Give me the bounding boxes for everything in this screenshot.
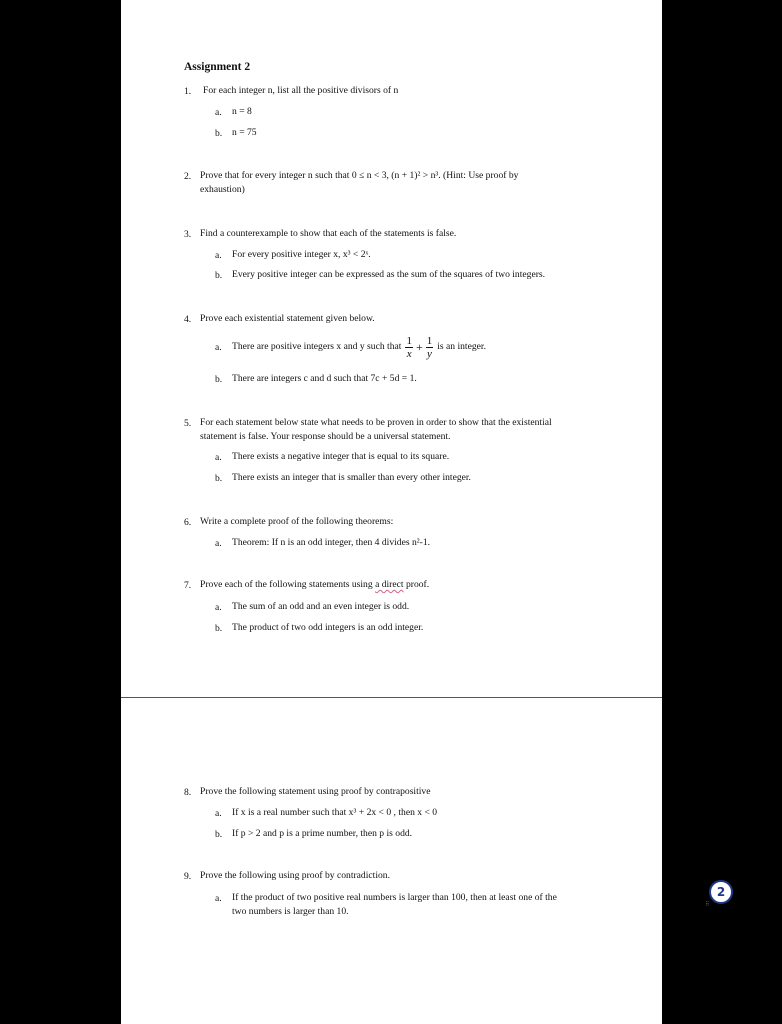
q4a-statement — [232, 332, 486, 362]
q5a-label: a. — [215, 452, 222, 463]
q4a-frac2-denominator: y — [427, 347, 432, 360]
q1b-text: n = 75 — [232, 127, 257, 138]
q2-line2: exhaustion) — [200, 184, 245, 195]
q8-text: Prove the following statement using proof by contrapositive — [200, 786, 431, 797]
page-break-divider — [121, 697, 662, 698]
q1a-label: a. — [215, 107, 222, 118]
q1-number: 1. — [184, 86, 192, 97]
q1a-text: n = 8 — [232, 106, 252, 117]
q6-number: 6. — [184, 517, 192, 528]
q8a-label: a. — [215, 808, 222, 819]
document-page — [121, 0, 662, 1024]
q6a-label: a. — [215, 538, 222, 549]
q7b-label: b. — [215, 623, 223, 634]
q5a-text: There exists a negative integer that is equal to its square. — [232, 451, 450, 462]
page-number-badge[interactable]: 2 — [709, 880, 733, 904]
q7-text-before: Prove each of the following statements using — [200, 579, 376, 590]
q7-number: 7. — [184, 580, 192, 591]
q7a-label: a. — [215, 602, 222, 613]
q1b-label: b. — [215, 128, 223, 139]
q4a-label: a. — [215, 342, 222, 353]
q8b-label: b. — [215, 829, 223, 840]
q4a-fraction-1y — [426, 335, 434, 360]
q3b-text: Every positive integer can be expressed as the sum of the squares of two integers. — [232, 269, 546, 280]
q5-line1: For each statement below state what needs to be proven in order to show that the existential — [200, 417, 552, 428]
q8b-text: If p > 2 and p is a prime number, then p is odd. — [232, 828, 413, 839]
q7-spellcheck-underlined-text[interactable]: a direct — [375, 579, 404, 590]
q4a-frac2-numerator: 1 — [426, 334, 433, 347]
assignment-title: Assignment 2 — [184, 61, 251, 73]
drag-handle-icon[interactable]: ⠿ — [705, 901, 710, 908]
q5-number: 5. — [184, 418, 192, 429]
q9-number: 9. — [184, 871, 192, 882]
q9a-line1: If the product of two positive real numbers is larger than 100, then at least one of the — [232, 892, 557, 903]
q8-number: 8. — [184, 787, 192, 798]
q7-text — [200, 579, 429, 591]
q2-line1: Prove that for every integer n such that 0 ≤ n < 3, (n + 1)² > n³. (Hint: Use proof by — [200, 170, 519, 181]
q3a-text: For every positive integer x, x³ < 2ˣ. — [232, 249, 371, 260]
q7a-text: The sum of an odd and an even integer is odd. — [232, 601, 410, 612]
page-content — [121, 0, 662, 1024]
q9a-label: a. — [215, 893, 222, 904]
q5-line2: statement is false. Your response should be a universal statement. — [200, 431, 451, 442]
q4a-text-before: There are positive integers x and y such that — [232, 341, 402, 352]
q5b-text: There exists an integer that is smaller than every other integer. — [232, 472, 471, 483]
q3-text: Find a counterexample to show that each of the statements is false. — [200, 228, 457, 239]
q3b-label: b. — [215, 270, 223, 281]
q6-text: Write a complete proof of the following theorems: — [200, 516, 394, 527]
q4-text: Prove each existential statement given below. — [200, 313, 375, 324]
q1-text: For each integer n, list all the positive divisors of n — [203, 85, 399, 96]
q4b-label: b. — [215, 374, 223, 385]
q5b-label: b. — [215, 473, 223, 484]
q2-number: 2. — [184, 171, 192, 182]
q4a-fraction-1x — [405, 335, 413, 360]
q9a-line2: two numbers is larger than 10. — [232, 906, 349, 917]
q9-text: Prove the following using proof by contradiction. — [200, 870, 390, 881]
q4b-text: There are integers c and d such that 7c + 5d = 1. — [232, 373, 417, 384]
q3a-label: a. — [215, 250, 222, 261]
q7-text-after: proof. — [403, 579, 430, 590]
q7b-text: The product of two odd integers is an odd integer. — [232, 622, 424, 633]
q4a-frac1-numerator: 1 — [406, 334, 412, 347]
q4-number: 4. — [184, 314, 192, 325]
q3-number: 3. — [184, 229, 192, 240]
q8a-text: If x is a real number such that x³ + 2x < 0 , then x < 0 — [232, 807, 438, 818]
q4a-frac1-denominator: x — [406, 347, 412, 360]
q4a-plus: + — [415, 340, 423, 354]
q6a-text: Theorem: If n is an odd integer, then 4 divides n²-1. — [232, 537, 431, 548]
q4a-text-after: is an integer. — [437, 341, 486, 352]
